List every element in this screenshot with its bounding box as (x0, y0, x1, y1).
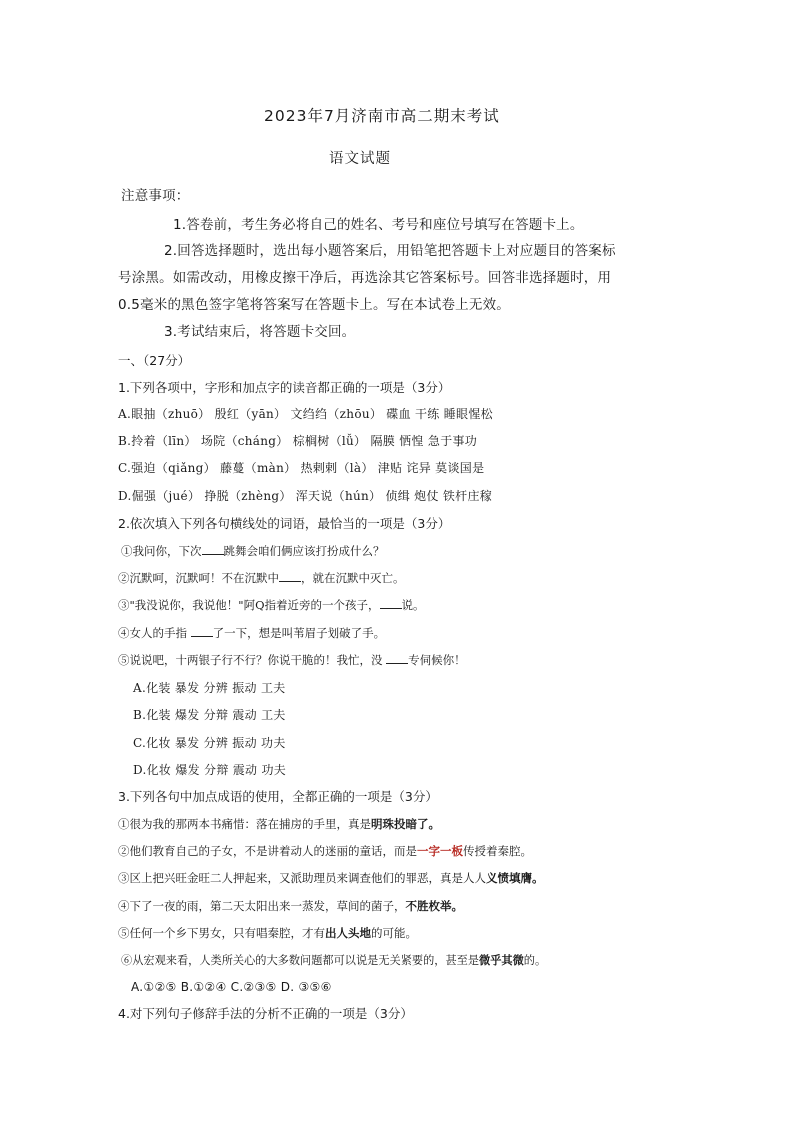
notice-item: 号涂黑。如需改动，用橡皮擦干净后，再选涂其它答案标号。回答非选择题时，用 (118, 270, 612, 286)
sentence-text: 的可能。 (371, 926, 417, 940)
notice-item: 0.5毫米的黑色签字笔将答案写在答题卡上。写在本试卷上无效。 (118, 297, 510, 313)
sentence-text: 专伺候你！ (408, 653, 466, 667)
q2-sentence (121, 542, 385, 560)
sentence-text: 了一下，想是叫苇眉子划破了手。 (212, 626, 386, 640)
sentence-text: 的。 (523, 954, 547, 967)
sentence-text: ⑤说说吧，十两银子行不行？你说干脆的！我忙，没 (118, 653, 387, 667)
fill-blank (386, 651, 408, 664)
q3-sentence (118, 897, 463, 915)
q2-option-d: D.化妆 爆发 分辩 震动 功夫 (133, 763, 287, 777)
q3-options: A.①②⑤ B.①②④ C.②③⑤ D. ③⑤⑥ (131, 980, 332, 994)
fill-blank (279, 569, 301, 582)
fill-blank (380, 596, 402, 609)
idiom-highlight: 微乎其微 (479, 953, 524, 967)
section-heading: 一、（27分） (118, 353, 191, 368)
q2-option-c: C.化妆 暴发 分辨 振动 功夫 (133, 736, 286, 750)
notice-heading: 注意事项： (121, 188, 190, 204)
sentence-text: ④下了一夜的雨，第二天太阳出来一蒸发，草间的菌子， (118, 899, 406, 913)
q1-option-a: A.眼抽（zhuō） 殷红（yān） 文绉绉（zhōu） 碟血 干练 睡眼惺松 (118, 407, 493, 421)
idiom-highlight: 不胜枚举。 (405, 899, 463, 913)
notice-item: 1.答卷前，考生务必将自己的姓名、考号和座位号填写在答题卡上。 (173, 217, 584, 233)
q3-sentence (118, 924, 417, 942)
sentence-text: ③区上把兴旺金旺二人押起来，又派助理员来调查他们的罪恶，真是人人 (118, 871, 486, 885)
q1-option-c: C.强迫（qiǎng） 藤蔓（màn） 热剌剌（là） 津贴 诧异 莫谈国是 (118, 461, 485, 475)
q2-option-b: B.化装 爆发 分辩 震动 工夫 (133, 708, 286, 722)
q1-option-d: D.倔强（jué） 挣脱（zhèng） 浑天说（hún） 侦缉 炮仗 铁杆庄稼 (118, 489, 493, 503)
sentence-text: ①我问你，下次 (121, 544, 202, 558)
sentence-text: ①很为我的那两本书痛惜：落在捕房的手里，真是 (118, 817, 371, 831)
sentence-text: ，就在沉默中灭亡。 (301, 571, 405, 585)
sentence-text: ②沉默呵，沉默呵！不在沉默中 (118, 571, 279, 585)
sentence-text: ②他们教育自己的子女，不是讲着动人的迷丽的童话，而是 (118, 844, 417, 858)
q2-option-a: A.化装 暴发 分辨 振动 工夫 (133, 681, 286, 695)
q2-sentence (118, 624, 385, 642)
fill-blank (202, 542, 224, 555)
idiom-highlight: 明珠投暗了。 (371, 817, 440, 831)
question-stem-4: 4.对下列句子修辞手法的分析不正确的一项是（3分） (118, 1006, 413, 1021)
question-stem-3: 3.下列各句中加点成语的使用，全都正确的一项是（3分） (118, 789, 438, 804)
q2-sentence (118, 651, 466, 669)
sentence-text: 说。 (401, 598, 425, 612)
fill-blank (191, 624, 213, 637)
sentence-text: ⑥从宏观来看，人类所关心的大多数问题都可以说是无关紧要的，甚至是 (121, 954, 480, 967)
idiom-highlight: 义愤填膺。 (486, 871, 544, 885)
q3-sentence (118, 815, 440, 833)
notice-item: 2.回答选择题时，选出每小题答案后，用铅笔把答题卡上对应题目的答案标 (164, 243, 616, 259)
q3-sentence (118, 869, 544, 887)
sentence-text: 跳舞会咱们俩应该打扮成什么？ (223, 544, 385, 558)
question-stem-1: 1.下列各项中，字形和加点字的读音都正确的一项是（3分） (118, 380, 451, 395)
q2-sentence (118, 596, 425, 614)
sentence-text: ④女人的手指 (118, 626, 191, 640)
idiom-highlight: 出人头地 (325, 926, 371, 940)
q3-sentence (118, 842, 532, 860)
q3-sentence (121, 951, 546, 970)
page-title: 2023年7月济南市高二期末考试 (264, 107, 500, 125)
q2-sentence (118, 569, 405, 587)
question-stem-2: 2.依次填入下列各句横线处的词语，最恰当的一项是（3分） (118, 516, 451, 531)
sentence-text: ⑤任何一个乡下男女，只有唱秦腔，才有 (118, 926, 325, 940)
notice-item: 3.考试结束后，将答题卡交回。 (164, 324, 356, 340)
q1-option-b: B.拎着（līn） 场院（cháng） 棕榈树（lǚ） 隔膜 恓惶 急于事功 (118, 434, 478, 448)
sentence-text: 传授着秦腔。 (463, 844, 532, 858)
sentence-text: ③"我没说你，我说他！"阿Q指着近旁的一个孩子， (118, 598, 380, 612)
idiom-highlight: 一字一板 (417, 844, 463, 858)
page-subtitle: 语文试题 (329, 151, 391, 167)
